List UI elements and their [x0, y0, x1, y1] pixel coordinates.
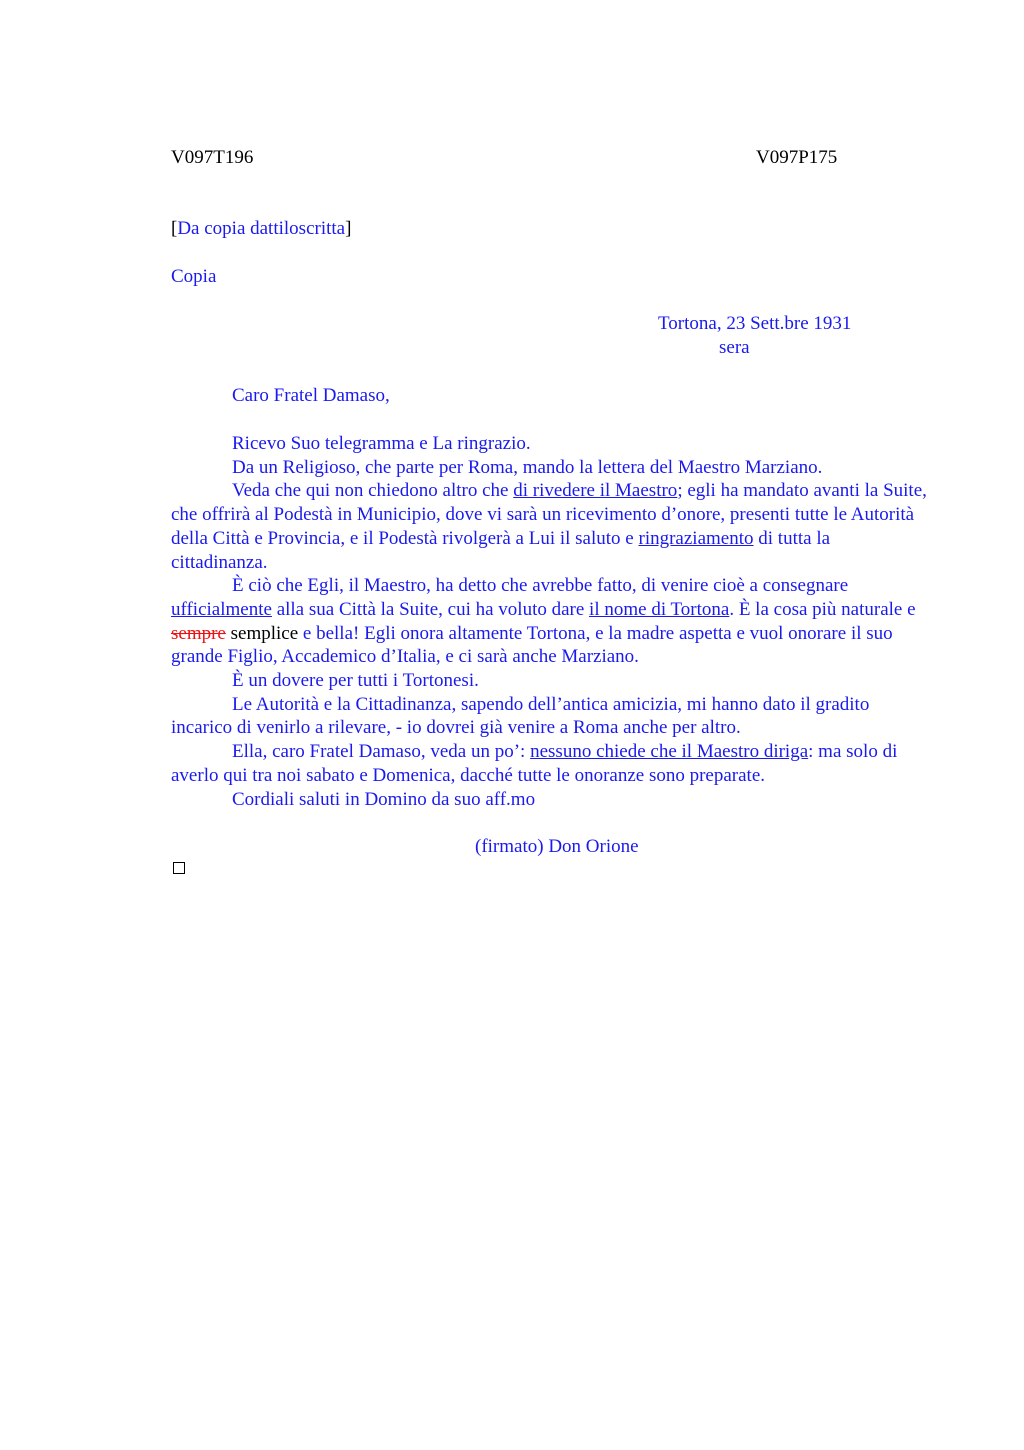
paragraph-5: È un dovere per tutti i Tortonesi.	[232, 670, 479, 692]
paragraph-3	[171, 479, 931, 574]
paragraph-3-underlined-1: di rivedere il Maestro	[513, 480, 678, 502]
header-right-code: V097P175	[756, 147, 838, 168]
paragraph-3-text-a: Veda che qui non chiedono altro che	[232, 480, 514, 502]
paragraph-3-text-c: di tutta la cittadinanza.	[171, 527, 831, 573]
dateline-place-date: Tortona, 23 Sett.bre 1931	[658, 313, 852, 334]
paragraph-7-text-b: : ma solo di averlo qui tra noi sabato e Domenica, dacché tutte le onoranze sono preparate.	[171, 741, 898, 786]
signature: (firmato) Don Orione	[475, 836, 639, 857]
paragraph-7-underlined: nessuno chiede che il Maestro diriga	[530, 741, 809, 763]
paragraph-4-text-b: alla sua Città la Suite, cui ha voluto dare	[271, 598, 590, 620]
paragraph-4-black-word: semplice	[225, 622, 299, 644]
source-note	[171, 218, 351, 240]
paragraph-4-struck-word: sempre	[171, 622, 226, 644]
dateline-time: sera	[719, 337, 750, 358]
checkbox-square-icon	[173, 862, 185, 874]
copy-label: Copia	[171, 266, 217, 287]
source-note-open-bracket: [	[171, 218, 178, 239]
paragraph-3-underlined-2: ringraziamento	[638, 527, 754, 549]
source-note-close-bracket: ]	[345, 218, 352, 239]
paragraph-4-text-d: e bella! Egli onora altamente Tortona, e la madre aspetta e vuol onorare il suo grande Figlio, Accademico d’Italia, e ci sarà anche Marziano.	[171, 622, 893, 668]
paragraph-8: Cordiali saluti in Domino da suo aff.mo	[232, 788, 536, 810]
letter-body	[171, 432, 931, 811]
paragraph-7	[171, 740, 931, 787]
paragraph-4-text-a: È ciò che Egli, il Maestro, ha detto che avrebbe fatto, di venire cioè a consegnare	[232, 575, 849, 597]
paragraph-4-underlined-2: il nome di Tortona	[589, 598, 730, 620]
source-note-text: Da copia dattiloscritta	[177, 218, 346, 239]
paragraph-1: Ricevo Suo telegramma e La ringrazio.	[232, 433, 531, 454]
paragraph-4-underlined-1: ufficialmente	[171, 598, 272, 620]
paragraph-4	[171, 574, 931, 669]
paragraph-6: Le Autorità e la Cittadinanza, sapendo dell’antica amicizia, mi hanno dato il gradito incarico di venirlo a rilevare, - io dovrei già venire a Roma anche per altro.	[171, 693, 870, 739]
paragraph-2: Da un Religioso, che parte per Roma, mando la lettera del Maestro Marziano.	[232, 456, 823, 478]
paragraph-7-text-a: Ella, caro Fratel Damaso, veda un po’:	[232, 741, 531, 763]
paragraph-4-text-c: . È la cosa più naturale e	[729, 598, 916, 620]
paragraph-3-text-b: ; egli ha mandato avanti la Suite, che offrirà al Podestà in Municipio, dove vi sarà un ricevimento d’onore, presenti tutte le Autorità della Città e Provincia, e il Podestà rivolgerà a Lui il saluto e	[171, 480, 927, 549]
header-left-code: V097T196	[171, 147, 254, 168]
salutation: Caro Fratel Damaso,	[232, 385, 390, 406]
